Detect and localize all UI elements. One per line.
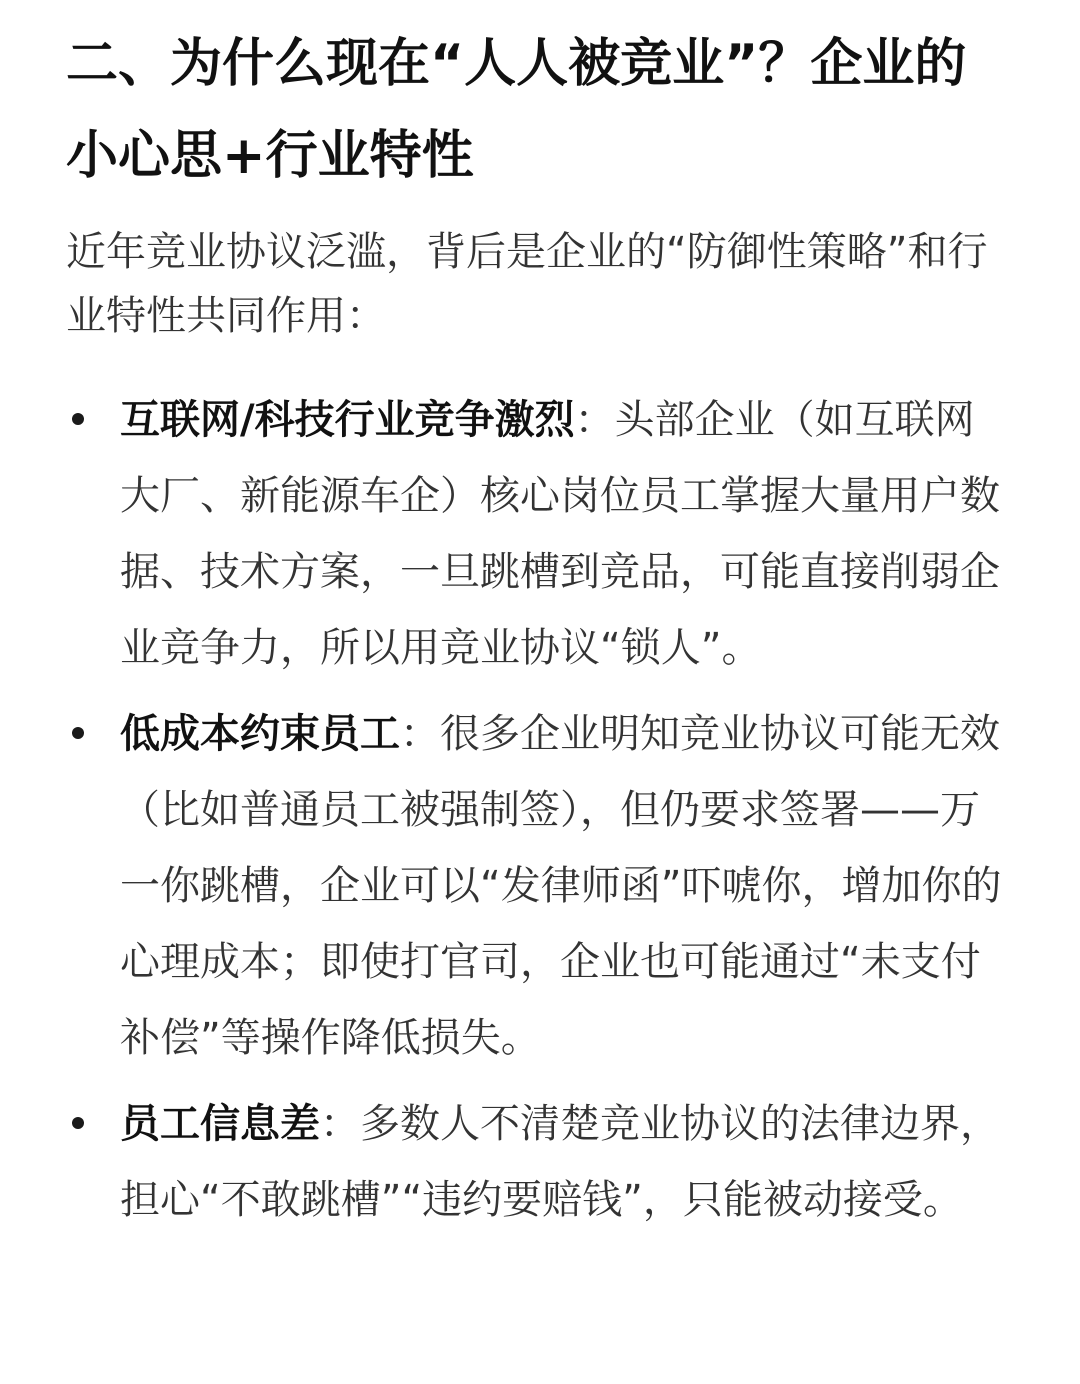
intro-paragraph: 近年竞业协议泛滥，背后是企业的“防御性策略”和行业特性共同作用： [66, 229, 988, 339]
bullet-separator: ： [574, 397, 615, 443]
list-item [66, 696, 1014, 1076]
bullet-title: 低成本约束员工 [120, 711, 400, 757]
bullet-list [66, 382, 1014, 1238]
bullet-text [120, 382, 1014, 686]
list-item [66, 382, 1014, 686]
list-item [66, 1086, 1014, 1238]
bullet-body: 很多企业明知竞业协议可能无效（比如普通员工被强制签），但仍要求签署——万一你跳槽，企业可以“发律师函”吓唬你，增加你的心理成本；即使打官司，企业也可能通过“未支付补偿”等操作降低损失。 [120, 711, 1002, 1061]
bullet-separator: ： [400, 711, 440, 757]
bullet-title: 员工信息差 [120, 1101, 320, 1147]
bullet-dot-icon [72, 413, 84, 425]
bullet-text [120, 1086, 1014, 1238]
bullet-separator: ： [320, 1101, 360, 1147]
bullet-body: 头部企业（如互联网大厂、新能源车企）核心岗位员工掌握大量用户数据、技术方案，一旦跳槽到竞品，可能直接削弱企业竞争力，所以用竞业协议“锁人”。 [120, 397, 1000, 671]
bullet-body: 多数人不清楚竞业协议的法律边界，担心“不敢跳槽”“违约要赔钱”，只能被动接受。 [120, 1101, 1000, 1223]
bullet-dot-icon [72, 1117, 84, 1129]
bullet-text [120, 696, 1014, 1076]
bullet-title: 互联网/科技行业竞争激烈 [120, 397, 575, 443]
bullet-dot-icon [72, 727, 84, 739]
section-heading: 二、为什么现在“人人被竞业”？企业的小心思+行业特性 [66, 34, 967, 186]
